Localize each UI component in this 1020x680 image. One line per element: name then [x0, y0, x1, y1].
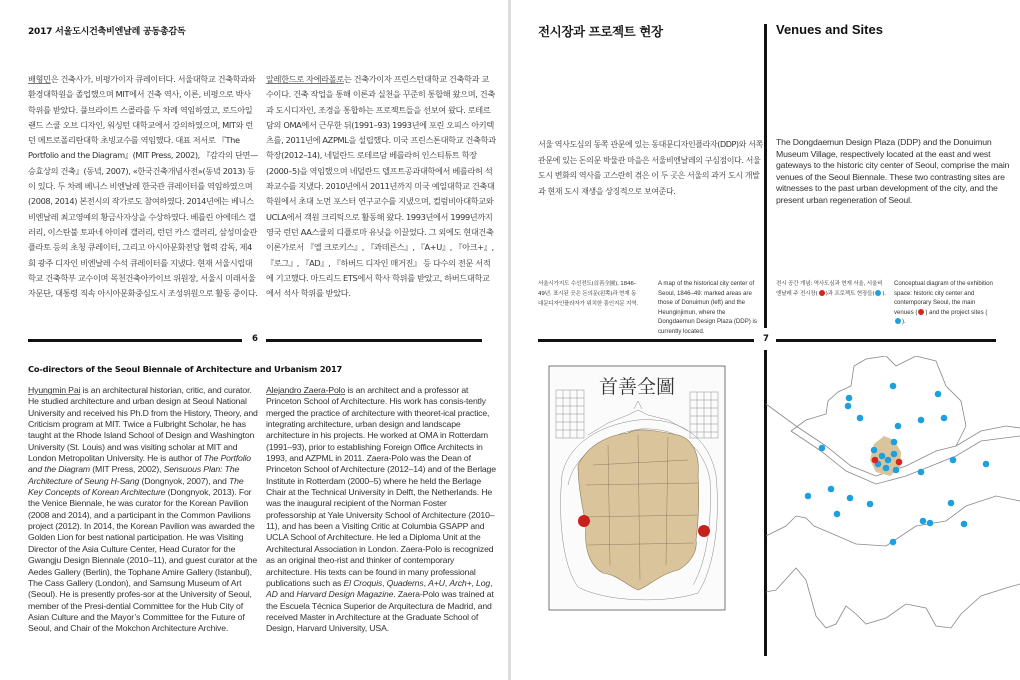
- project-site-dot: [961, 521, 968, 528]
- project-site-dot: [950, 457, 957, 464]
- bio-text: (Dongnyok, 2007), and: [139, 475, 229, 486]
- venue-dot-icon: [918, 309, 924, 315]
- seoul-boundary-south: [766, 568, 1020, 628]
- separator: ,: [471, 577, 477, 588]
- project-site-dot: [819, 445, 826, 452]
- bio-text: 는 건축가이자 프린스턴대학교 건축학과 교수이다. 건축 작업을 통해 이론과 실천을 꾸준히 통합해 왔으며, 건축과 도시디자인, 조경을 통합하는 프로젝트들을 선보여 왔다. 로테르담의 OMA에서 근무한 뒤(1991–93) 1993년에 포린 오피스 아키텍츠를, 2011년에 AZPML을 설립했다. 미국 프린스톤대학교 건축학과 학장(2012–14), 네덜란드 로테르담 베를라허 인스티튜트 학장(2000–5)을 역임했으며 네덜란드 델프트공과대학에서 베를라허 석좌교수를 지냈다. 2010년에서 2011년까지 미국 예일대학교 건축대학원에서 초대 노먼 포스터 연구교수를 지냈으며, 컬럼비아대학교와 UCLA에서 객원 크리틱으로 활동해 왔다. 1993년에서 1999년까지 영국 런던 AA스쿨의 디플로마 유닛을 이끌었다. 그 외에도 현대건축 이론가로서 『엘 크로키스』, 『콰데른스』, 『A+U』, 『아크+』, 『로그』, 『AD』, 『하버드 디자인 매거진』 등 다수의 전문 서적에 기고했다. 마드리드 ETS에서 학사 학위를 받았고, 하버드대학교에서 석사 학위를 받았다.: [266, 74, 496, 299]
- caption-diagram-korean: [776, 279, 886, 299]
- bio-name: Hyungmin Pai: [28, 385, 81, 395]
- caption-text: )과 프로젝트 현장들(: [825, 291, 875, 297]
- publication-title: Harvard Design Magazine: [296, 589, 394, 600]
- project-site-dot: [890, 539, 897, 546]
- project-site-dot: [891, 439, 898, 446]
- site-dot-icon: [875, 290, 881, 296]
- publication-title: Log: [476, 577, 491, 588]
- korean-bio-pai: [28, 72, 258, 301]
- bio-text: . Zaera-Polo was trained at the Escuela Técnica Superior de Arquitectura de Madrid, and received Master in Architecture at the Graduate School of Design, Harvard University, USA.: [266, 589, 494, 634]
- book-title: Sensuous Plan: The Architecture of Seung H-Sang: [28, 464, 240, 486]
- separator: ,: [423, 577, 429, 588]
- page-number-7: 7: [763, 334, 769, 344]
- bio-text: is an architect and a professor at Princeton School of Architecture. His work has consis-tently merged the practice of architecture with theoret-ical practice, integrating architecture, urban design and landscape architecture in his projects. He worked at OMA in Rotterdam (1991–93), prior to establishing Foreign Office Architects in 1993, and AZPML in 2011. Zaera-Polo was the Dean of Princeton School of Architecture (2012–14) and of the Berlage Institute in Rotterdam (2000–5) where he held the Berlage Chair at the Technical University in Delft, the Netherlands. He was the inaugural recipient of the Norman Foster professorship at Yale University School of Architecture (2010–11), and has been a Visiting Critic at Columbia GSAPP and UCLA School of Architecture. He led a Diploma Unit at the Architectural Association in London. Zaera-Polo is recognized as an original theo-rist and thinker of contemporary architecture. His texts can be found in many professional publications such as: [266, 385, 496, 588]
- bio-name: Alejandro Zaera-Polo: [266, 385, 346, 395]
- project-site-dot: [885, 457, 892, 464]
- english-section-heading: Co-directors of the Seoul Biennale of Architecture and Urbanism 2017: [28, 364, 343, 374]
- venue-marker-donuimun: [578, 515, 590, 527]
- separator: ,: [444, 577, 450, 588]
- project-site-dot: [935, 391, 942, 398]
- english-bio-zaera-polo: [266, 385, 498, 635]
- korean-bio-zaera-polo: [266, 72, 496, 301]
- page-title-english: Venues and Sites: [776, 22, 883, 37]
- publication-title: El Croquis: [343, 577, 383, 588]
- historic-map-image: [548, 365, 726, 611]
- site-dot-icon: [895, 318, 901, 324]
- project-site-dot: [883, 465, 890, 472]
- project-site-dot: [845, 403, 852, 410]
- publication-title: Quaderns: [386, 577, 424, 588]
- page-rule-left-7: [538, 339, 754, 342]
- korean-section-heading: 2017 서울도시건축비엔날레 공동총감독: [28, 27, 186, 37]
- project-site-dot: [828, 486, 835, 493]
- english-bio-pai: [28, 385, 260, 635]
- project-site-dot: [871, 447, 878, 454]
- publication-title: A+U: [428, 577, 445, 588]
- project-site-dot: [893, 467, 900, 474]
- caption-text: ).: [882, 291, 886, 297]
- project-site-dot: [918, 469, 925, 476]
- venue-dot-ddp: [896, 459, 903, 466]
- intro-text-english: The Dongdaemun Design Plaza (DDP) and the Donuimun Museum Village, respectively located at the east and west gateways to the historic city center of Seoul, comprise the main venues of the Seoul Biennale. These two contrasting sites are witnesses to the past urban development of the city, and the present urban regeneration of Seoul.: [776, 137, 1010, 205]
- caption-text: ).: [902, 318, 906, 325]
- caption-text: ) and the project sites (: [925, 308, 988, 316]
- caption-diagram-english: [894, 279, 994, 327]
- project-site-dot: [920, 518, 927, 525]
- separator: ,: [490, 577, 493, 588]
- venue-dot-donuimun: [872, 457, 879, 464]
- caption-text: Conceptual diagram of the exhibition space: historic city center and contemporary Seoul, the main venues (: [894, 280, 993, 316]
- bio-text: (MIT Press, 2002),: [89, 464, 164, 475]
- bio-name: 알레한드로 자에라폴로: [266, 74, 344, 84]
- bio-name: 배형민: [28, 74, 51, 84]
- separator: and: [277, 589, 297, 600]
- project-site-dot: [846, 395, 853, 402]
- han-river-south-bank: [791, 431, 1020, 484]
- project-site-dot: [857, 415, 864, 422]
- project-site-dot: [948, 500, 955, 507]
- page-title-korean: 전시장과 프로젝트 현장: [538, 24, 663, 39]
- page-rule-right: [266, 339, 482, 342]
- project-site-dot: [891, 451, 898, 458]
- project-site-dot: [927, 520, 934, 527]
- book-title: The Key Concepts of Korean Architecture: [28, 475, 244, 498]
- venue-dot-icon: [819, 290, 825, 296]
- project-site-dot: [879, 453, 886, 460]
- bio-text: 은 건축사가, 비평가이자 큐레이터다. 서울대학교 건축학과와 환경대학원을 졸업했으며 MIT에서 건축 역사, 이론, 비평으로 박사학위를 받았다. 풀브라이트 스콜라를 두 차례 역임하였고, 로드아일랜드 스쿨 오브 디자인, 워싱턴 대학교에서 강의하였으며, MIT와 런던 메트로폴리탄대학 초빙교수를 역임했다. 대표 저서로 『The Portfolio and the Diagram』(MIT Press, 2002), 『감각의 단면—승효상의 건축』(동녘, 2007), «한국건축개념사전»(동녘 2013) 등이 있다. 두 차례 베니스 비엔날레 한국관 큐레이터를 역임하였으며(2008, 2014) 본전시의 작가로도 참여하였다. 2014년에는 베니스 비엔날레 최고영예의 황금사자상을 수상하였다. 베를린 아에데스 갤러리, 이스탄불 토파네 아미레 갤러리, 런던 카스 갤러리, 삼성미술관 플라토 등의 초청 큐레이터, 그리고 아시아문화전당 협력 감독, 제4회 광주 디자인 비엔날레 수석 큐레이터를 지냈다. 현재 서울시립대학교 건축학부 교수이며 목천건축아카이브 위원장, 서울시 미래서울자문단, 대통령 직속 아시아문화중심도시 조성위원으로 활동 중이다.: [28, 74, 258, 299]
- project-site-dot: [805, 493, 812, 500]
- seoul-boundary-south-line: [766, 496, 1020, 546]
- publication-title: Arch+: [449, 577, 472, 588]
- intro-text-korean: 서울 역사도심의 동쪽 관문에 있는 동대문디자인플라자(DDP)와 서쪽 관문에 있는 돈의문 박물관 마을은 서울비엔날레의 구심점이다. 서울 도시 변화의 역사를 고스란히 겪은 이 두 곳은 서울의 과거 도시 개발과 현재 도시 재생을 상징적으로 보여준다.: [538, 140, 763, 196]
- project-site-dot: [834, 511, 841, 518]
- caption-text: 전시 공간 개념: 역사도심과 현재 서울, 서울비엔날레 주 전시장(: [776, 281, 883, 297]
- venue-marker-heunginjimun: [698, 525, 710, 537]
- project-site-dot: [847, 495, 854, 502]
- page-rule-left: [28, 339, 242, 342]
- publication-title: AD: [266, 589, 278, 600]
- bio-text: (Dongnyok, 2013). For the Venice Biennale, he was curator for the Korean Pavilion (2008 and 2014), and a participant in the Common Pavilions project (2012). In 2014, the Korean Pavilion was awarded the Golden Lion for best national participation. He was Visiting Director of the Asia Culture Center, Head Curator for the Gwangju Design Biennale (2010–11), and guest curator at the Aedes Gallery (Berlin), the Tophane Amire Gallery (Istanbul), The Cass Gallery (London), and Samsung Museum of Art (Seoul). He is presently profes-sor at the University of Seoul, member of the Presi-dential Committee for the Hub City of Asian Culture and the Mayor’s Committee for the Future of Seoul, and Chair of the Mokchon Architecture Archive.: [28, 487, 258, 634]
- caption-old-map-korean: 서울시가지도 수선전도(首善全圖), 1846–49년. 표시된 곳은 돈의문(왼쪽)과 현재 동대문디자인플라자가 위치한 흥인지문 지역.: [538, 281, 638, 307]
- page-number-6: 6: [252, 334, 258, 344]
- separator: ,: [382, 577, 387, 588]
- seoul-boundary-north: [791, 356, 966, 446]
- project-site-dot: [890, 383, 897, 390]
- page-gutter: [508, 0, 511, 680]
- caption-old-map-english: A map of the historical city center of Seoul, 1846–49: marked areas are those of Donuimun (left) and the Heunginjimun, where the Dongdaemun Design Plaza (DDP) is currently located.: [658, 280, 757, 335]
- old-map-title: 首善全圖: [598, 376, 676, 398]
- seoul-concept-diagram: [766, 356, 1020, 636]
- page-rule-right-7: [776, 339, 996, 342]
- project-site-dot: [895, 423, 902, 430]
- project-site-dot: [941, 415, 948, 422]
- project-site-dot: [867, 501, 874, 508]
- book-title: The Portfolio and the Diagram: [28, 453, 251, 475]
- bio-text: is an architectural historian, critic, and curator. He studied architecture and urban design at Seoul National University and received his Ph.D from the History, Theory, and Criticism program at MIT. Twice a Fulbright Scholar, he has taught at the Rhode Island School of Design and Washington University (St. Louis) and was visiting scholar at MIT and London Metropolitan University. He is author of: [28, 385, 258, 464]
- project-site-dot: [983, 461, 990, 468]
- project-site-dot: [918, 417, 925, 424]
